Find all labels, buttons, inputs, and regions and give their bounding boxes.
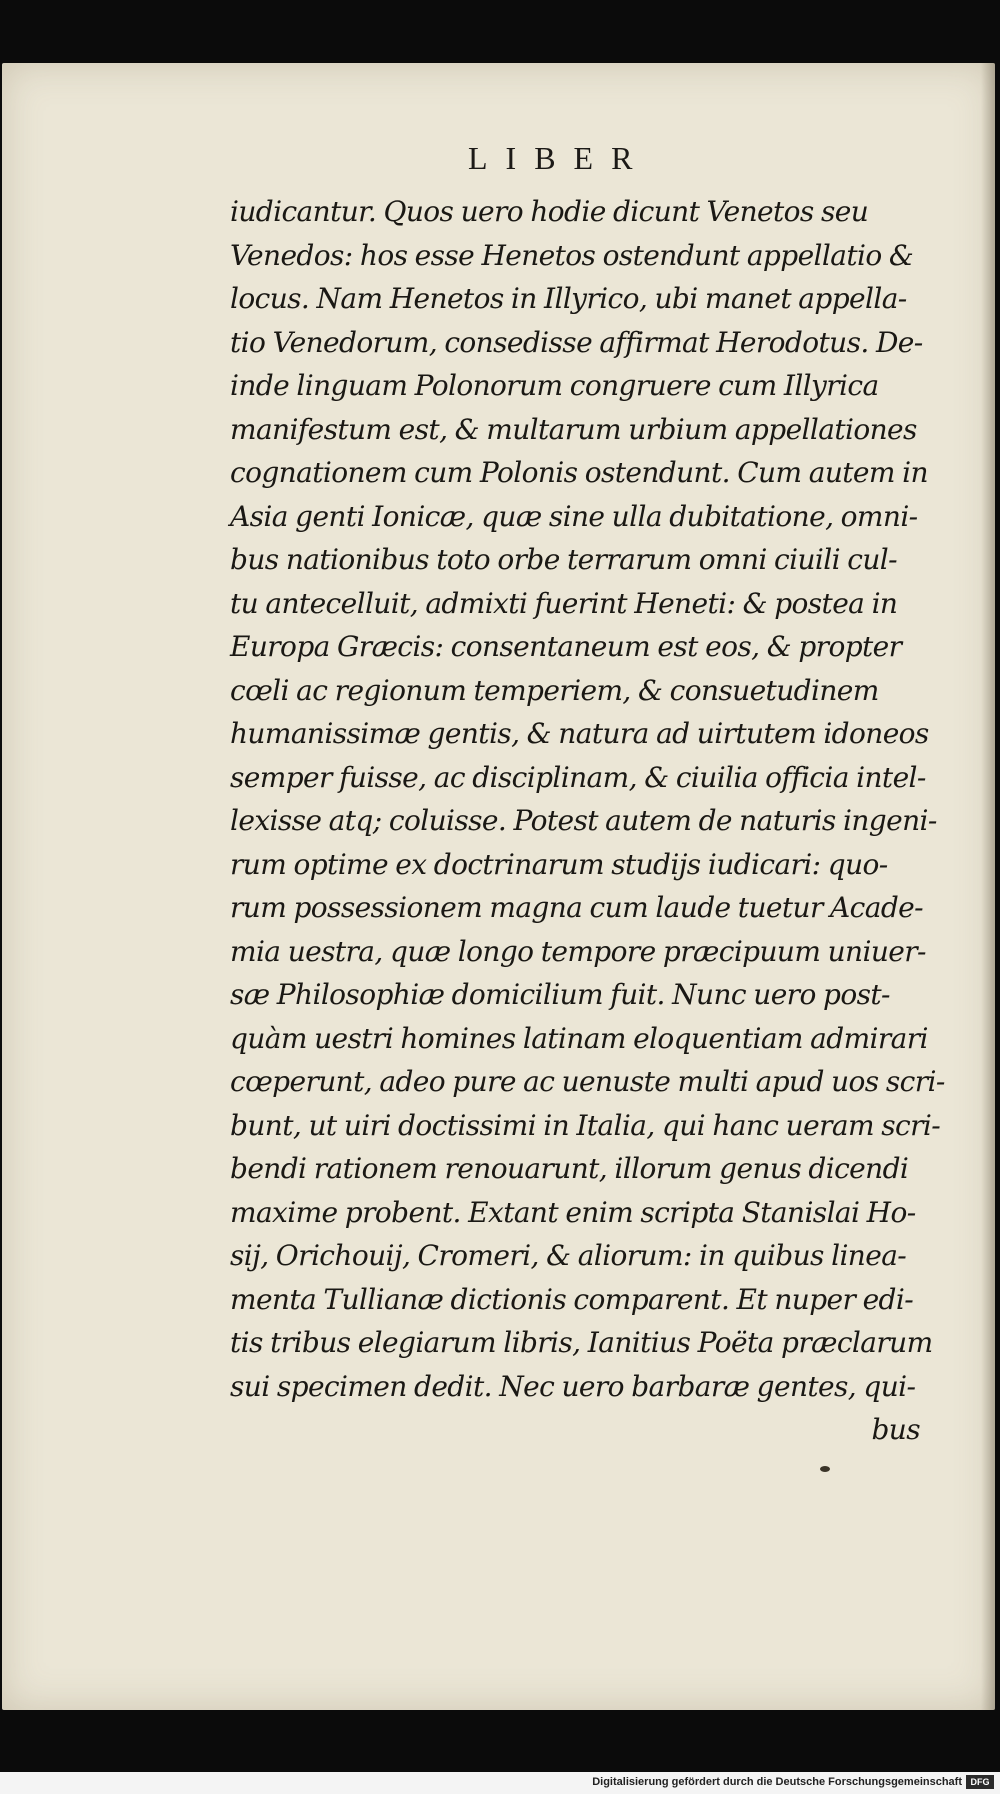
text-line: Europa Græcis: consentaneum est eos, & propter <box>230 630 902 663</box>
text-line: tu antecelluit, admixti fuerint Heneti: & postea in <box>230 586 898 620</box>
catchword: bus <box>871 1413 920 1446</box>
text-line: iudicantur. Quos uero hodie dicunt Venetos seu <box>230 195 869 228</box>
footer-credit: Digitalisierung gefördert durch die Deutsche Forschungsgemeinschaft <box>592 1776 962 1788</box>
text-line: cognationem cum Polonis ostendunt. Cum autem in <box>230 456 928 489</box>
text-line: Venedos: hos esse Henetos ostendunt appellatio & <box>230 238 914 272</box>
text-line: locus. Nam Henetos in Illyrico, ubi manet appella- <box>230 282 907 315</box>
text-line: bunt, ut uiri doctissimi in Italia, qui hanc ueram scri- <box>230 1108 941 1142</box>
text-line: tis tribus elegiarum libris, Ianitius Poëta præclarum <box>230 1326 933 1359</box>
text-line: menta Tullianæ dictionis comparent. Et nuper edi- <box>230 1282 914 1316</box>
text-line: rum optime ex doctrinarum studijs iudicari: quo- <box>230 847 888 881</box>
text-line: bendi rationem renouarunt, illorum genus dicendi <box>230 1152 909 1185</box>
text-line: rum possessionem magna cum laude tuetur Acade- <box>230 891 923 924</box>
text-line: mia uestra, quæ longo tempore præcipuum uniuer- <box>230 934 926 968</box>
text-line: lexisse atq; coluisse. Potest autem de naturis ingeni- <box>230 804 937 837</box>
text-line: Asia genti Ionicæ, quæ sine ulla dubitatione, omni- <box>230 499 918 533</box>
text-line: maxime probent. Extant enim scripta Stanislai Ho- <box>230 1195 916 1229</box>
text-line: cœli ac regionum temperiem, & consuetudinem <box>230 673 879 707</box>
running-head: LIBER <box>468 140 651 176</box>
page-edge-shadow <box>981 63 995 1710</box>
dfg-logo: DFG <box>966 1775 994 1789</box>
text-line: semper fuisse, ac disciplinam, & ciuilia officia intel- <box>230 760 926 794</box>
text-line: sæ Philosophiæ domicilium fuit. Nunc uero post- <box>230 978 890 1011</box>
text-line: quàm uestri homines latinam eloquentiam admirari <box>230 1021 928 1055</box>
text-line: sij, Orichouij, Cromeri, & aliorum: in quibus linea- <box>230 1239 907 1272</box>
text-line: tio Venedorum, consedisse affirmat Herodotus. De- <box>230 325 923 359</box>
text-line: humanissimæ gentis, & natura ad uirtutem idoneos <box>230 717 929 750</box>
text-line: bus nationibus toto orbe terrarum omni ciuili cul- <box>230 543 898 576</box>
text-line: manifestum est, & multarum urbium appellationes <box>230 412 917 446</box>
text-block <box>230 190 945 1452</box>
text-line: cœperunt, adeo pure ac uenuste multi apud uos scri- <box>230 1065 945 1098</box>
text-line: inde linguam Polonorum congruere cum Illyrica <box>230 369 879 402</box>
ink-speck <box>820 1466 830 1472</box>
text-line: sui specimen dedit. Nec uero barbaræ gentes, qui- <box>230 1369 916 1403</box>
